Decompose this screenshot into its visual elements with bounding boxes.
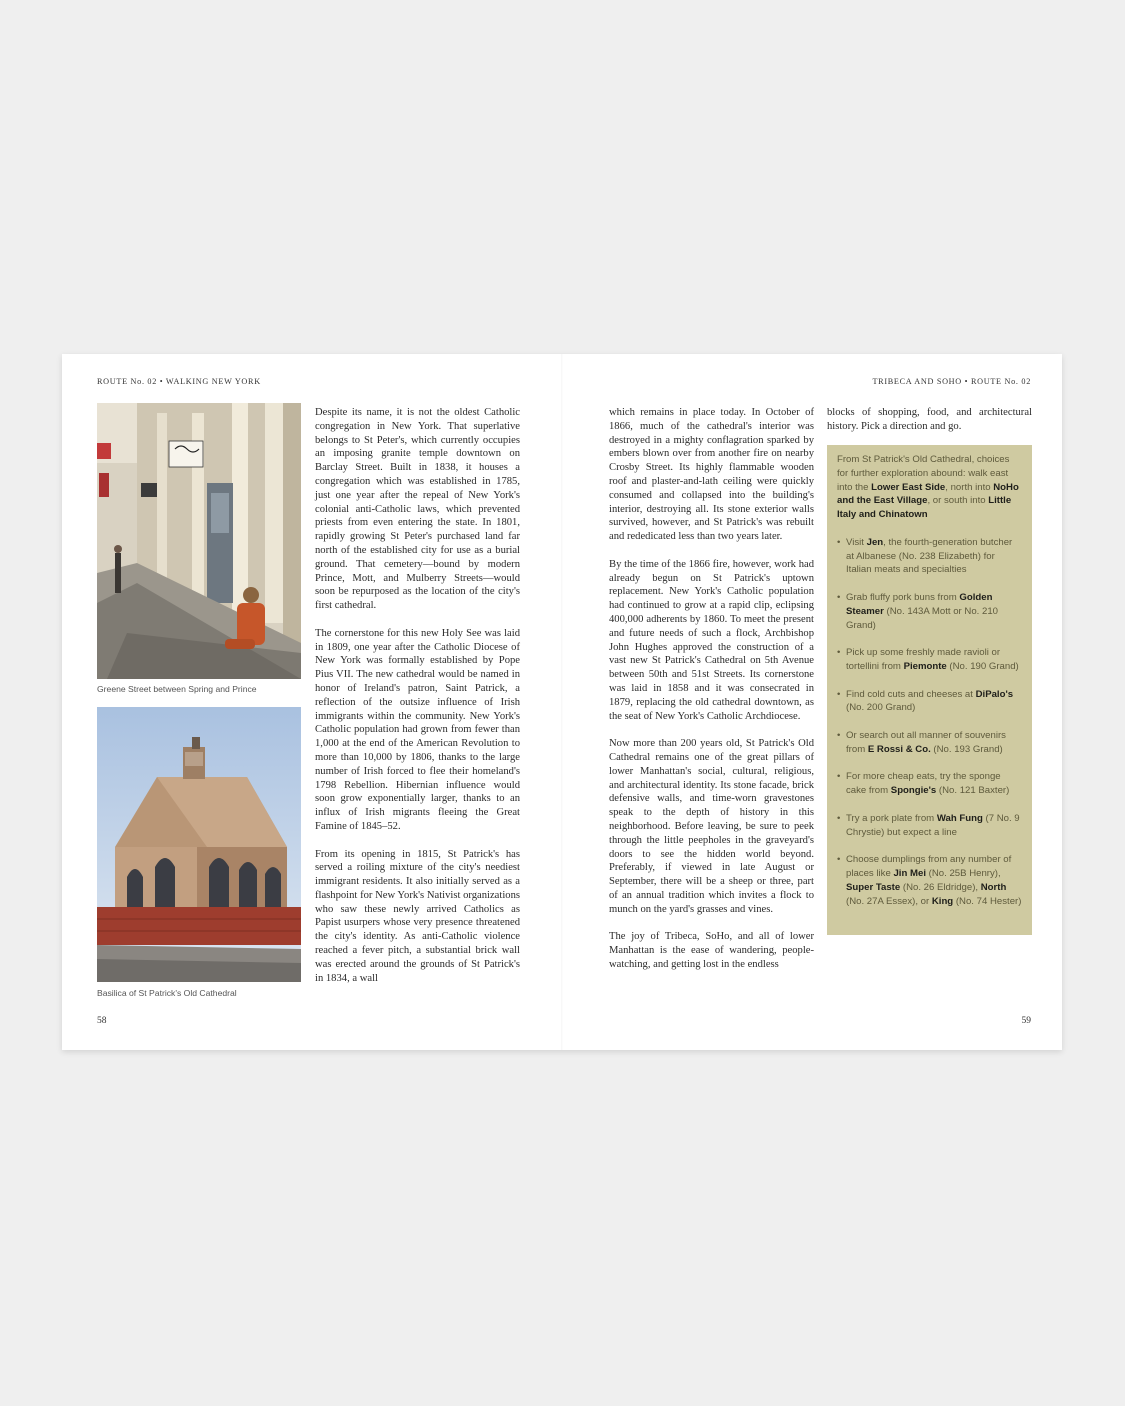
photo-caption-greene-street: Greene Street between Spring and Prince [97, 684, 257, 694]
sidebar-text: (No. 74 Hester) [953, 895, 1022, 907]
book-gutter [561, 354, 563, 1050]
sidebar-text: (No. 200 Grand) [846, 702, 916, 714]
sidebar-text: Find cold cuts and cheeses at [846, 688, 976, 700]
running-head-right: TRIBECA AND SOHO • ROUTE No. 02 [872, 377, 1031, 386]
place-name: Lower East Side [871, 481, 946, 493]
paragraph: The cornerstone for this new Holy See was laid in 1809, one year after the Catholic Diocese of New York was formally established by Pope Pius VII. The new cathedral would be named in honor of Ireland's patron, Saint Patrick, a reflection of the outsize influence of Irish immigrants within the community. New York's Catholic population had grown from fewer than 1,000 at the end of the American Revolution to more than 10,000 by 1806, thanks to the large number of Irish forced to flee their homeland's 1798 Rebellion. Hibernian influence would soon grow exponentially larger, thanks to an influx of Irish migrants fleeing the Great Famine of 1845–52. [315, 627, 520, 832]
sidebar-text: (No. 121 Baxter) [936, 785, 1010, 797]
page-number-left: 58 [97, 1016, 107, 1026]
paragraph: blocks of shopping, food, and architectural history. Pick a direction and go. [827, 407, 1032, 432]
sidebar-text: Try a pork plate from [846, 812, 937, 824]
sidebar-text: Or search out all manner of souvenirs from [846, 729, 1006, 755]
sidebar-list-item [837, 536, 1022, 577]
place-name: North [980, 881, 1007, 893]
sidebar-text: For more cheap eats, try the sponge cake from [846, 771, 1001, 797]
left-body-column [315, 406, 520, 985]
sidebar-text: (No. 143A Mott or No. 210 Grand) [846, 605, 998, 631]
right-body-column [609, 406, 814, 972]
sidebar-list-item [837, 770, 1022, 798]
page-number-right: 59 [1021, 1016, 1031, 1026]
place-name: Super Taste [846, 881, 901, 893]
photo-caption-old-cathedral: Basilica of St Patrick's Old Cathedral [97, 988, 237, 998]
place-name: E Rossi & Co. [867, 743, 931, 755]
sidebar-text: (No. 27A Essex), or [846, 895, 932, 907]
place-name: DiPalo's [975, 688, 1014, 700]
photo-greene-street [97, 403, 301, 679]
paragraph: Despite its name, it is not the oldest Catholic congregation in New York. That superlative belongs to St Peter's, which currently occupies an imposing granite temple downtown on Barclay Street. Built in 1838, it houses a congregation which was established in 1785, just one year after the repeal of New York's colonial anti-Catholic laws, which prevented priests from even entering the state. In 1801, rapidly growing St Peter's purchased land far north of the established city for use as a burial ground. That cemetery—bound by modern Prince, Mott, and Mulberry Streets—would soon be repurposed as the location of the city's first cathedral. [315, 407, 520, 612]
sidebar-text: (No. 25B Henry), [926, 867, 1001, 879]
place-name: Spongie's [890, 785, 937, 797]
sidebar-text: (No. 190 Grand) [946, 660, 1019, 672]
paragraph: From its opening in 1815, St Patrick's has served a roiling mixture of the city's neediest immigrant residents. It also initially served as a flashpoint for New York's Nativist organizations who saw these newly arrived Catholics as Papist usurpers whose very presence threatened the city's identity. As anti-Catholic violence reached a fever pitch, a substantial brick wall was erected around the grounds of St Patrick's in 1834, a wall [315, 848, 520, 984]
sidebar-text: , north into [945, 481, 994, 493]
sidebar-text: Pick up some freshly made ravioli or tortellini from [846, 647, 1001, 672]
place-name: King [931, 895, 954, 907]
running-head-left: ROUTE No. 02 • WALKING NEW YORK [97, 377, 261, 386]
place-name: Jin Mei [893, 867, 926, 879]
sidebar-list-item [837, 853, 1022, 908]
paragraph: Now more than 200 years old, St Patrick's Old Cathedral remains one of the great pillars of lower Manhattan's social, cultural, religious, and architectural identity. Its stone facade, brick defensive walls, and time-worn gravestones speak to the depth of history in this neighborhood. Before leaving, be sure to peek through the little peepholes in the graveyard's doors to see the hidden world beyond. Preferably, if viewed in late August or September, there will be a sheep or three, part of an annual tradition which invites a flock to munch on the yard's grasses and vines. [609, 738, 814, 915]
sidebar-text: (7 No. 9 Chrystie) but expect a line [846, 812, 1020, 838]
place-name: Wah Fung [936, 812, 983, 824]
sidebar-text: (No. 26 Eldridge), [900, 881, 981, 893]
right-column-text [827, 406, 1032, 434]
sidebar-box [827, 445, 1032, 935]
sidebar-list-item [837, 591, 1022, 632]
paragraph: The joy of Tribeca, SoHo, and all of lower Manhattan is the ease of wandering, people-watching, and getting lost in the endless [609, 931, 814, 970]
sidebar-text: From St Patrick's Old Cathedral, choices for further exploration abound: walk east into the [837, 454, 1010, 493]
paragraph: which remains in place today. In October of 1866, much of the cathedral's interior was destroyed in a mighty conflagration sparked by embers blown over from another fire on nearby Crosby Street. Its highly flammable wooden roof and plaster-and-lath ceiling were quickly consumed and collapsed into the building's interior, destroying all. Its stone exterior walls survived, however, and St Patrick's was rebuilt and rededicated less than two years later. [609, 407, 814, 543]
sidebar-list-item [837, 688, 1022, 716]
sidebar-text: Visit [846, 536, 867, 548]
place-name: NoHo and the East Village [837, 481, 1019, 507]
sidebar-intro [837, 453, 1022, 522]
sidebar-list-item [837, 812, 1022, 840]
place-name: Golden Steamer [846, 591, 993, 617]
sidebar-text: Choose dumplings from any number of places like [846, 854, 1012, 879]
place-name: Piemonte [903, 660, 947, 672]
book-spread [62, 354, 1062, 1050]
sidebar-text: Grab fluffy pork buns from [846, 591, 960, 603]
paragraph: By the time of the 1866 fire, however, work had already begun on St Patrick's uptown replacement. New York's Catholic population had continued to grow at a rapid clip, eclipsing 400,000 adherents by 1860. To meet the present and future needs of such a flock, Archbishop John Hughes approved the construction of a vast new St Patrick's Cathedral on 5th Avenue between 50th and 51st Streets. Its cornerstone was laid in 1858 and it was consecrated in 1879, replacing the old cathedral downtown, as the seat of New York's Catholic Archdiocese. [609, 558, 814, 722]
sidebar-text: , or south into [927, 495, 989, 507]
sidebar-list-item [837, 729, 1022, 757]
sidebar-list [837, 536, 1022, 909]
sidebar-text: , the fourth-generation butcher at Albanese (No. 238 Elizabeth) for Italian meats and specialties [846, 536, 1013, 576]
photo-old-cathedral [97, 707, 301, 982]
sidebar-text: (No. 193 Grand) [930, 743, 1003, 755]
place-name: Jen [866, 536, 884, 548]
sidebar-list-item [837, 646, 1022, 674]
place-name: Little Italy and Chinatown [837, 495, 1012, 521]
